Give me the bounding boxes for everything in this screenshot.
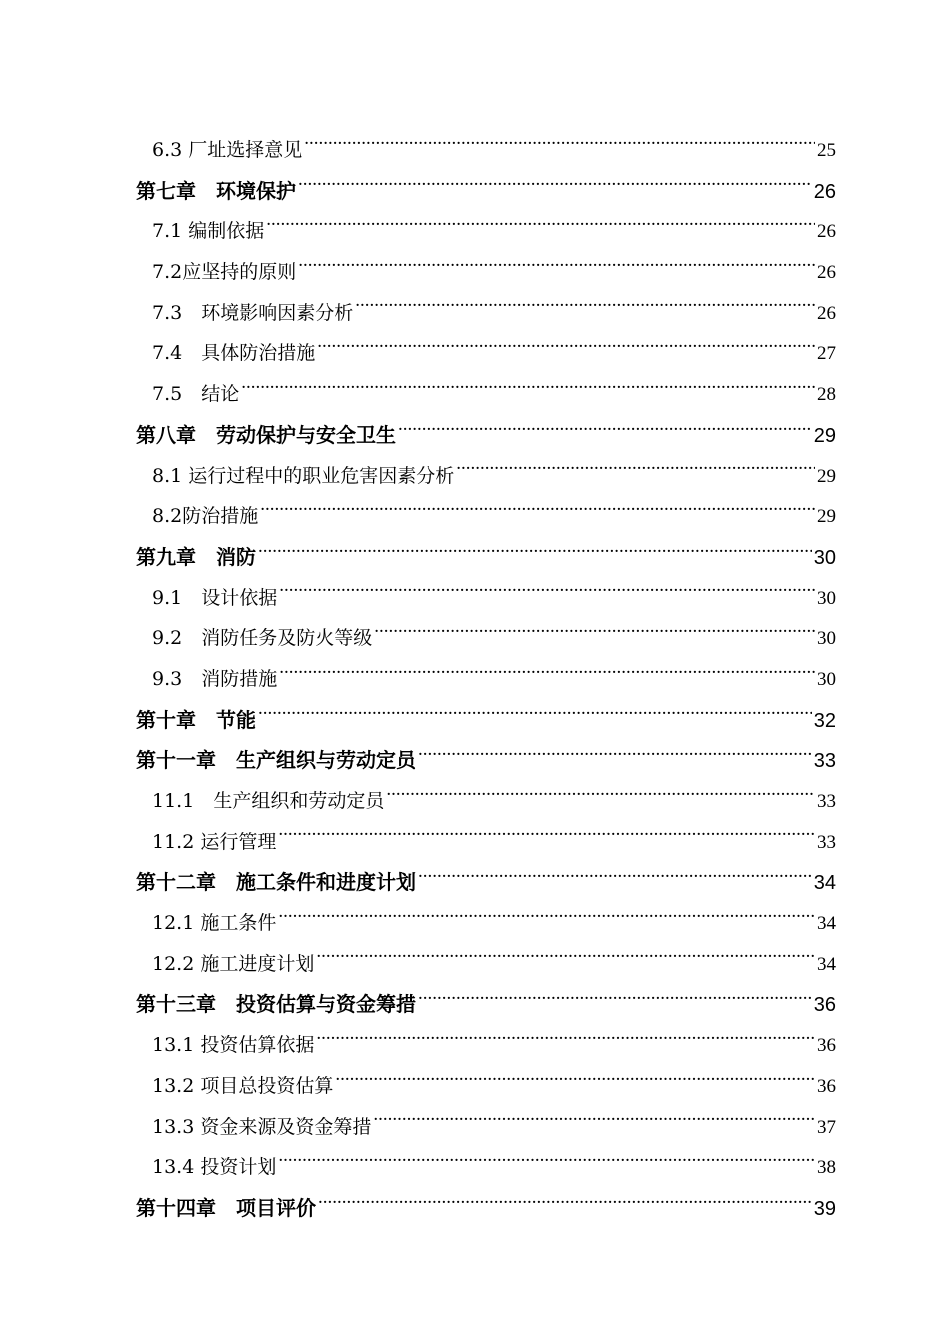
toc-entry-page-number: 28 [817,384,836,406]
toc-entry-page-number: 30 [817,587,836,609]
toc-entry-number: 12.2 [152,952,201,975]
toc-chapter-entry[interactable] [136,415,836,456]
toc-dot-leader [456,463,815,482]
toc-entry-title: 资金来源及资金筹措 [200,1115,372,1138]
toc-entry-page-number: 29 [817,465,836,487]
toc-entry-title: 项目总投资估算 [200,1074,334,1097]
toc-section-entry[interactable] [136,578,836,619]
toc-entry-title: 投资估算依据 [200,1034,315,1057]
toc-entry-page-number: 26 [817,221,836,243]
toc-entry-title: 消防 [216,544,256,569]
toc-entry-page-number: 34 [817,953,836,975]
toc-dot-leader [316,1032,815,1051]
toc-entry-number: 7.2 [152,261,183,284]
toc-entry-number: 9.1 [152,586,202,609]
toc-entry-number: 第十二章 [136,870,236,895]
toc-dot-leader [374,625,815,644]
toc-entry-title: 消防任务及防火等级 [201,627,373,650]
toc-entry-title: 项目评价 [236,1195,316,1220]
toc-section-entry[interactable] [136,618,836,659]
toc-entry-page-number: 25 [817,140,836,161]
toc-entry-page-number: 36 [817,1075,836,1097]
toc-dot-leader [258,707,812,727]
toc-entry-page-number: 26 [817,302,836,324]
toc-dot-leader [355,300,815,319]
toc-entry-title: 运行管理 [200,830,277,853]
toc-dot-leader [258,544,812,564]
toc-section-entry[interactable] [136,781,836,822]
toc-chapter-entry[interactable] [136,1188,836,1229]
toc-entry-page-number: 34 [817,913,836,935]
toc-entry-title: 生产组织与劳动定员 [236,748,416,773]
toc-entry-number: 13.3 [152,1115,201,1138]
toc-dot-leader [398,422,812,442]
toc-section-entry[interactable] [136,1066,836,1107]
toc-section-entry[interactable] [136,456,836,497]
toc-entry-number: 第七章 [136,178,216,203]
toc-entry-number: 8.1 [152,464,189,487]
toc-dot-leader [335,1073,815,1092]
toc-entry-number: 8.2 [152,505,183,528]
toc-entry-page-number: 39 [813,1197,836,1220]
toc-entry-title: 施工条件 [200,912,277,935]
toc-chapter-entry[interactable] [136,171,836,212]
toc-entry-title: 具体防治措施 [201,342,316,365]
toc-entry-title: 投资计划 [200,1156,277,1179]
toc-dot-leader [278,829,815,848]
toc-entry-number: 第十三章 [136,992,236,1017]
toc-entry-title: 环境影响因素分析 [201,301,354,324]
toc-dot-leader [373,1114,815,1133]
toc-entry-number: 12.1 [152,912,201,935]
toc-entry-title: 编制依据 [188,220,265,243]
toc-dot-leader [266,218,815,237]
toc-dot-leader [317,340,815,359]
toc-entry-number: 7.3 [152,301,202,324]
toc-section-entry[interactable] [136,903,836,944]
toc-section-entry[interactable] [136,293,836,334]
toc-entry-number: 7.4 [152,342,202,365]
toc-dot-leader [386,788,815,807]
toc-dot-leader [304,137,815,156]
toc-entry-title: 消防措施 [201,667,278,690]
toc-entry-page-number: 38 [817,1157,836,1179]
toc-section-entry[interactable] [136,130,836,171]
toc-entry-number: 11.2 [152,830,201,853]
toc-entry-page-number: 33 [817,791,836,812]
toc-entry-number: 6.3 [152,139,189,161]
toc-entry-page-number: 30 [817,628,836,650]
toc-entry-page-number: 27 [817,343,836,365]
toc-section-entry[interactable] [136,659,836,700]
toc-section-entry[interactable] [136,333,836,374]
toc-entry-number: 13.1 [152,1034,201,1057]
toc-entry-title: 施工条件和进度计划 [236,870,416,895]
toc-entry-page-number: 32 [813,709,836,732]
toc-dot-leader [278,1154,815,1173]
toc-entry-title: 结论 [201,383,240,406]
toc-dot-leader [316,951,815,970]
toc-entry-title: 运行过程中的职业危害因素分析 [188,464,455,487]
toc-entry-page-number: 29 [813,424,836,447]
toc-entry-title: 施工进度计划 [200,952,315,975]
toc-entry-page-number: 26 [817,262,836,284]
toc-section-entry[interactable] [136,944,836,985]
toc-dot-leader [298,259,815,278]
toc-entry-number: 13.2 [152,1074,201,1097]
toc-entry-page-number: 34 [813,872,836,895]
toc-chapter-entry[interactable] [136,537,836,578]
toc-entry-title: 节能 [216,707,256,732]
toc-dot-leader [278,910,815,929]
toc-entry-title: 设计依据 [201,586,278,609]
toc-entry-title: 环境保护 [216,178,296,203]
toc-entry-page-number: 30 [813,546,836,569]
toc-entry-title: 厂址选择意见 [188,139,303,161]
toc-entry-page-number: 33 [817,831,836,853]
toc-entry-number: 9.2 [152,627,202,650]
toc-dot-leader [418,991,812,1011]
toc-entry-number: 11.1 [152,790,214,812]
toc-entry-page-number: 29 [817,506,836,528]
toc-entry-title: 防治措施 [182,505,259,528]
toc-entry-number: 第十章 [136,707,216,732]
toc-dot-leader [260,503,815,522]
toc-entry-number: 7.5 [152,383,202,406]
toc-entry-title: 投资估算与资金筹措 [236,992,416,1017]
toc-entry-page-number: 30 [817,668,836,690]
toc-section-entry[interactable] [136,374,836,415]
toc-section-entry[interactable] [136,1107,836,1148]
toc-chapter-entry[interactable] [136,740,836,781]
toc-dot-leader [279,585,815,604]
toc-entry-page-number: 37 [817,1116,836,1138]
toc-chapter-entry[interactable] [136,862,836,903]
toc-section-entry[interactable] [136,211,836,252]
toc-entry-number: 第十一章 [136,748,236,773]
toc-chapter-entry[interactable] [136,984,836,1025]
toc-entry-number: 第九章 [136,544,216,569]
toc-entry-title: 生产组织和劳动定员 [213,790,385,812]
toc-dot-leader [418,869,812,889]
toc-entry-number: 第十四章 [136,1195,236,1220]
toc-entry-page-number: 26 [813,180,836,203]
toc-dot-leader [279,666,815,685]
toc-dot-leader [318,1195,812,1215]
toc-entry-page-number: 36 [813,994,836,1017]
toc-section-entry[interactable] [136,496,836,537]
toc-entry-title: 应坚持的原则 [182,261,297,284]
toc-entry-page-number: 36 [817,1035,836,1057]
toc-dot-leader [298,178,812,198]
toc-entry-title: 劳动保护与安全卫生 [216,422,396,447]
toc-section-entry[interactable] [136,1025,836,1066]
toc-dot-leader [241,381,815,400]
toc-entry-number: 9.3 [152,667,202,690]
toc-dot-leader [418,747,812,767]
toc-chapter-entry[interactable] [136,700,836,741]
toc-entry-page-number: 33 [813,750,836,773]
table-of-contents [136,130,836,1229]
toc-section-entry[interactable] [136,252,836,293]
toc-section-entry[interactable] [136,822,836,863]
toc-entry-number: 第八章 [136,422,216,447]
toc-section-entry[interactable] [136,1147,836,1188]
toc-entry-number: 13.4 [152,1156,201,1179]
toc-entry-number: 7.1 [152,220,189,243]
